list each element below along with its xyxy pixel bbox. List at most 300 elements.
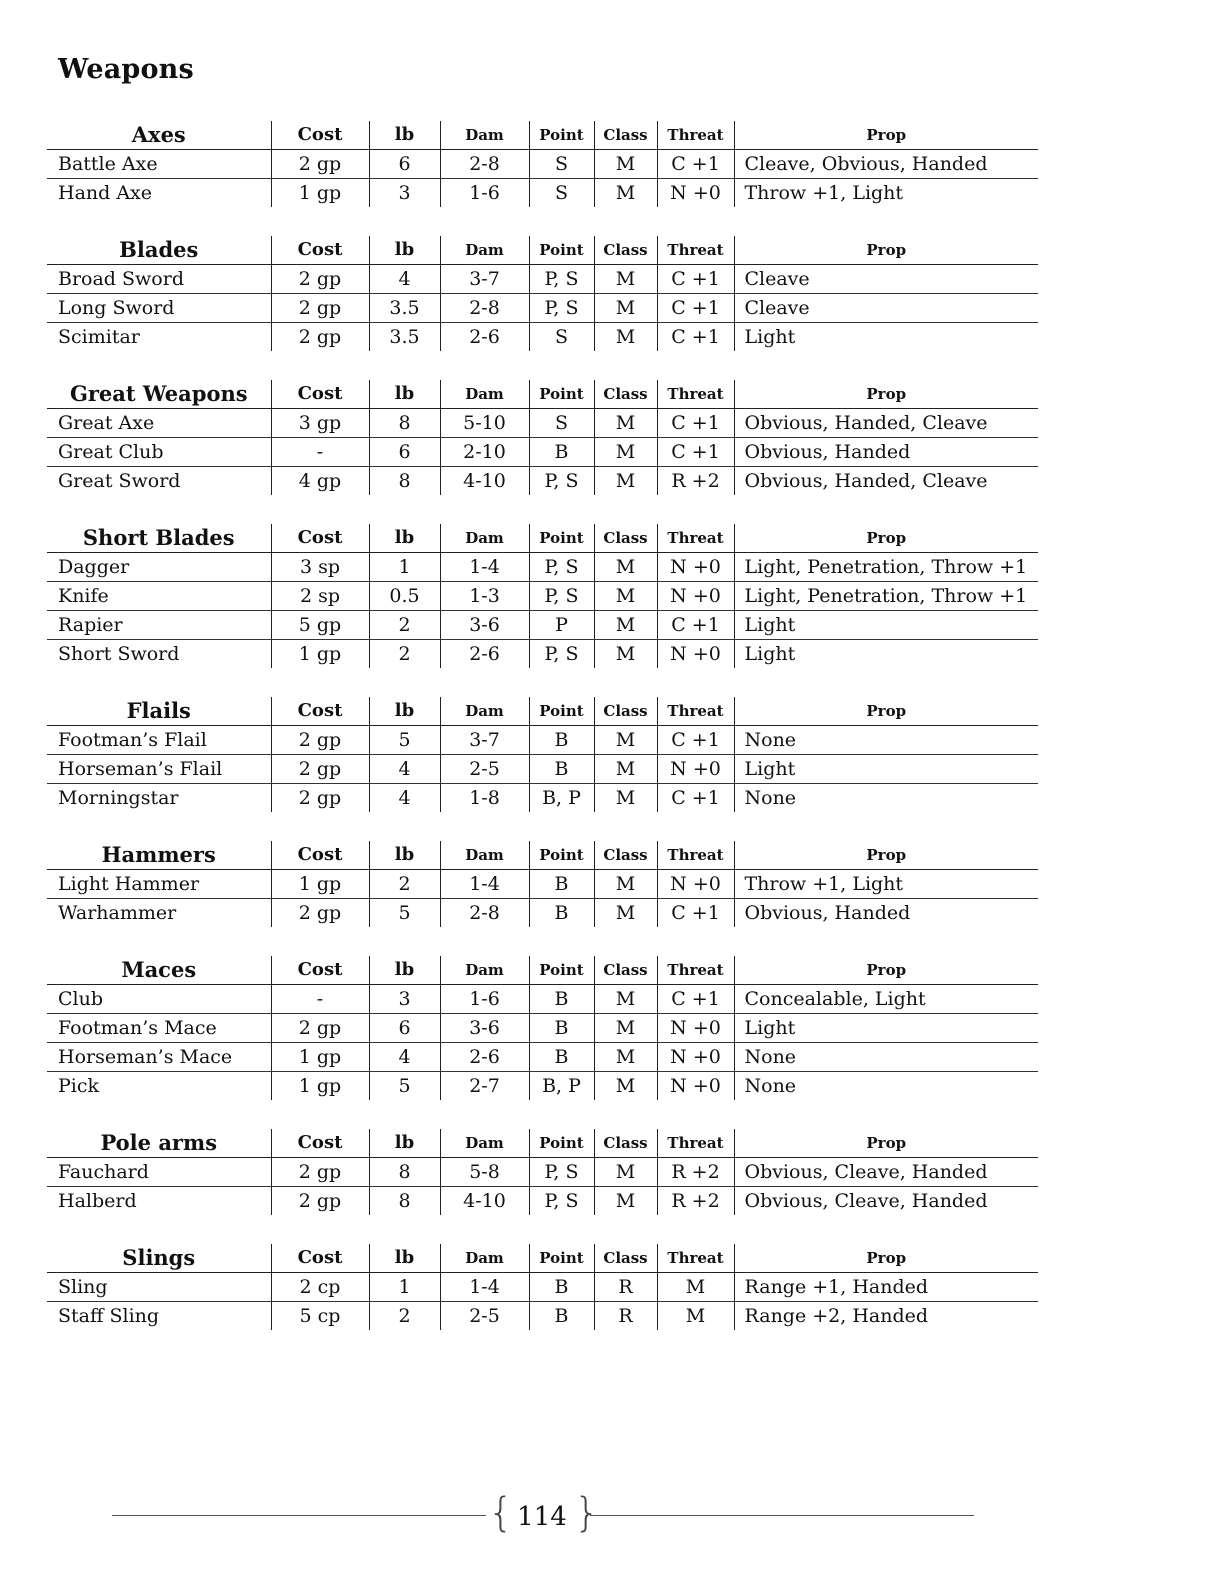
column-header-dam: Dam: [440, 697, 529, 726]
weight-cell: 4: [369, 755, 440, 784]
group-heading: Hammers: [47, 841, 271, 870]
class-cell: M: [594, 150, 657, 179]
cost-cell: 2 gp: [271, 150, 369, 179]
point-cell: P, S: [529, 1187, 594, 1216]
cost-cell: 2 cp: [271, 1273, 369, 1302]
weight-cell: 8: [369, 467, 440, 496]
properties-cell: Obvious, Handed, Cleave: [744, 470, 988, 492]
weapon-table-blades: [47, 236, 1038, 351]
properties-cell: Range +2, Handed: [744, 1305, 929, 1327]
damage-cell: 2-10: [440, 438, 529, 467]
cost-cell: 2 gp: [271, 294, 369, 323]
cost-cell: 3 sp: [271, 553, 369, 582]
table-row: [47, 726, 1038, 755]
column-header-dam: Dam: [440, 121, 529, 150]
point-cell: B: [529, 899, 594, 928]
table-header-row: [47, 1129, 1038, 1158]
weapon-name: Scimitar: [47, 323, 271, 352]
weight-cell: 6: [369, 438, 440, 467]
table-row: [47, 323, 1038, 352]
table-header-row: [47, 524, 1038, 553]
properties-cell: Obvious, Cleave, Handed: [734, 1158, 1038, 1187]
table-row: [47, 1302, 1038, 1331]
point-cell: P, S: [529, 640, 594, 669]
page-number: 114: [517, 1502, 567, 1532]
class-cell: M: [594, 179, 657, 208]
weight-cell: 5: [369, 1072, 440, 1101]
point-cell: P, S: [529, 467, 594, 496]
table-header-row: [47, 121, 1038, 150]
threat-cell: R +2: [657, 1187, 734, 1216]
column-header-dam: Dam: [440, 956, 529, 985]
damage-cell: 4-10: [440, 467, 529, 496]
threat-cell: M: [657, 1302, 734, 1331]
point-cell: B: [529, 438, 594, 467]
cost-cell: -: [271, 438, 369, 467]
weight-cell: 8: [369, 1187, 440, 1216]
column-header-threat: Threat: [657, 236, 734, 265]
threat-cell: C +1: [657, 784, 734, 813]
cost-cell: 2 gp: [271, 899, 369, 928]
weight-cell: 1: [369, 553, 440, 582]
column-header-threat: Threat: [657, 121, 734, 150]
cost-cell: 1 gp: [271, 1043, 369, 1072]
table-row: [47, 1187, 1038, 1216]
column-header-cost: Cost: [271, 956, 369, 985]
properties-cell: Light: [744, 643, 796, 665]
weapon-name: Dagger: [47, 553, 271, 582]
column-header-point: Point: [529, 956, 594, 985]
cost-cell: 1 gp: [271, 179, 369, 208]
table-row: [47, 611, 1038, 640]
column-header-lb: lb: [369, 121, 440, 150]
right-brace-ornament: }: [574, 1490, 600, 1536]
column-header-prop: Prop: [734, 1244, 1038, 1273]
properties-cell: Concealable, Light: [734, 985, 1038, 1014]
weapon-name: Pick: [47, 1072, 271, 1101]
column-header-point: Point: [529, 380, 594, 409]
weapon-name: Footman’s Mace: [47, 1014, 271, 1043]
damage-cell: 5-10: [440, 409, 529, 438]
weight-cell: 2: [369, 640, 440, 669]
cost-cell: 2 gp: [271, 784, 369, 813]
column-header-lb: lb: [369, 380, 440, 409]
cost-cell: 2 sp: [271, 582, 369, 611]
weight-cell: 3: [369, 985, 440, 1014]
threat-cell: C +1: [657, 265, 734, 294]
class-cell: M: [594, 467, 657, 496]
column-header-threat: Threat: [657, 524, 734, 553]
damage-cell: 1-8: [440, 784, 529, 813]
column-header-class: Class: [594, 524, 657, 553]
column-header-threat: Threat: [657, 1244, 734, 1273]
weapon-table-hammers: [47, 841, 1038, 927]
column-header-point: Point: [529, 697, 594, 726]
weapon-name: Club: [47, 985, 271, 1014]
threat-cell: C +1: [657, 899, 734, 928]
group-heading: Short Blades: [47, 524, 271, 553]
damage-cell: 1-6: [440, 179, 529, 208]
group-heading: Flails: [47, 697, 271, 726]
weapon-table-great-weapons: [47, 380, 1038, 495]
column-header-point: Point: [529, 1129, 594, 1158]
weapon-table-maces: [47, 956, 1038, 1100]
table-row: [47, 985, 1038, 1014]
column-header-cost: Cost: [271, 697, 369, 726]
column-header-prop: Prop: [734, 841, 1038, 870]
weapon-name: Short Sword: [47, 640, 271, 669]
column-header-prop: Prop: [734, 380, 1038, 409]
weapon-table-slings: [47, 1244, 1038, 1330]
damage-cell: 3-7: [440, 726, 529, 755]
column-header-prop: Prop: [734, 524, 1038, 553]
damage-cell: 3-6: [440, 1014, 529, 1043]
class-cell: M: [594, 985, 657, 1014]
threat-cell: C +1: [657, 985, 734, 1014]
class-cell: M: [594, 755, 657, 784]
properties-cell: Cleave, Obvious, Handed: [734, 150, 1038, 179]
table-header-row: [47, 380, 1038, 409]
table-row: [47, 582, 1038, 611]
damage-cell: 2-8: [440, 150, 529, 179]
table-header-row: [47, 841, 1038, 870]
damage-cell: 1-4: [440, 1273, 529, 1302]
cost-cell: 2 gp: [271, 755, 369, 784]
damage-cell: 3-7: [440, 265, 529, 294]
properties-cell: Obvious, Handed: [744, 902, 911, 924]
class-cell: M: [594, 611, 657, 640]
damage-cell: 2-7: [440, 1072, 529, 1101]
cost-cell: 1 gp: [271, 1072, 369, 1101]
group-heading: Blades: [47, 236, 271, 265]
properties-cell: None: [744, 787, 797, 809]
damage-cell: 1-6: [440, 985, 529, 1014]
column-header-prop: Prop: [734, 1129, 1038, 1158]
cost-cell: 2 gp: [271, 1014, 369, 1043]
class-cell: M: [594, 1043, 657, 1072]
column-header-point: Point: [529, 524, 594, 553]
table-row: [47, 438, 1038, 467]
threat-cell: N +0: [657, 1072, 734, 1101]
point-cell: S: [529, 150, 594, 179]
damage-cell: 2-8: [440, 294, 529, 323]
weapon-name: Footman’s Flail: [47, 726, 271, 755]
class-cell: M: [594, 870, 657, 899]
group-heading: Pole arms: [47, 1129, 271, 1158]
point-cell: P, S: [529, 294, 594, 323]
damage-cell: 2-6: [440, 323, 529, 352]
threat-cell: C +1: [657, 611, 734, 640]
properties-cell: Light: [734, 1014, 1038, 1043]
point-cell: B: [529, 1273, 594, 1302]
class-cell: M: [594, 409, 657, 438]
cost-cell: 5 gp: [271, 611, 369, 640]
damage-cell: 2-5: [440, 755, 529, 784]
column-header-lb: lb: [369, 1244, 440, 1273]
table-row: [47, 1043, 1038, 1072]
table-row: [47, 467, 1038, 496]
weapon-name: Great Sword: [47, 467, 271, 496]
cost-cell: 2 gp: [271, 726, 369, 755]
column-header-cost: Cost: [271, 841, 369, 870]
damage-cell: 2-6: [440, 1043, 529, 1072]
weapon-name: Broad Sword: [47, 265, 271, 294]
weight-cell: 8: [369, 1158, 440, 1187]
threat-cell: R +2: [657, 467, 734, 496]
class-cell: M: [594, 265, 657, 294]
weapon-name: Great Club: [47, 438, 271, 467]
column-header-dam: Dam: [440, 524, 529, 553]
group-heading: Slings: [47, 1244, 271, 1273]
point-cell: B: [529, 726, 594, 755]
damage-cell: 1-3: [440, 582, 529, 611]
footer-rule-left: [112, 1515, 486, 1516]
weapon-name: Halberd: [47, 1187, 271, 1216]
column-header-prop: Prop: [734, 236, 1038, 265]
page-title: Weapons: [58, 54, 194, 85]
column-header-class: Class: [594, 1244, 657, 1273]
properties-cell: Throw +1, Light: [744, 182, 904, 204]
class-cell: M: [594, 323, 657, 352]
column-header-lb: lb: [369, 956, 440, 985]
weight-cell: 5: [369, 726, 440, 755]
point-cell: B: [529, 1043, 594, 1072]
weapon-name: Rapier: [47, 611, 271, 640]
weapon-name: Great Axe: [47, 409, 271, 438]
column-header-dam: Dam: [440, 380, 529, 409]
weight-cell: 4: [369, 265, 440, 294]
table-row: [47, 553, 1038, 582]
damage-cell: 3-6: [440, 611, 529, 640]
properties-cell: Light: [734, 611, 1038, 640]
properties-cell: Obvious, Handed, Cleave: [734, 409, 1038, 438]
left-brace-ornament: {: [488, 1490, 514, 1536]
weapon-table-short-blades: [47, 524, 1038, 668]
column-header-lb: lb: [369, 524, 440, 553]
weight-cell: 8: [369, 409, 440, 438]
cost-cell: 3 gp: [271, 409, 369, 438]
class-cell: M: [594, 1072, 657, 1101]
column-header-point: Point: [529, 841, 594, 870]
weight-cell: 3.5: [369, 323, 440, 352]
point-cell: B: [529, 870, 594, 899]
cost-cell: 1 gp: [271, 640, 369, 669]
column-header-class: Class: [594, 956, 657, 985]
cost-cell: 2 gp: [271, 1187, 369, 1216]
column-header-prop: Prop: [734, 121, 1038, 150]
table-row: [47, 294, 1038, 323]
column-header-point: Point: [529, 1244, 594, 1273]
table-row: [47, 179, 1038, 208]
weapon-table-axes: [47, 121, 1038, 207]
column-header-lb: lb: [369, 841, 440, 870]
column-header-cost: Cost: [271, 121, 369, 150]
column-header-cost: Cost: [271, 380, 369, 409]
weapon-tables: [47, 121, 1038, 1359]
damage-cell: 2-6: [440, 640, 529, 669]
column-header-lb: lb: [369, 236, 440, 265]
weapon-table-flails: [47, 697, 1038, 812]
properties-cell: Light: [744, 326, 796, 348]
table-row: [47, 755, 1038, 784]
threat-cell: N +0: [657, 179, 734, 208]
threat-cell: C +1: [657, 438, 734, 467]
weight-cell: 4: [369, 1043, 440, 1072]
properties-cell: Range +1, Handed: [734, 1273, 1038, 1302]
weight-cell: 2: [369, 611, 440, 640]
cost-cell: 5 cp: [271, 1302, 369, 1331]
cost-cell: 1 gp: [271, 870, 369, 899]
properties-cell: None: [734, 1043, 1038, 1072]
weight-cell: 3: [369, 179, 440, 208]
class-cell: M: [594, 294, 657, 323]
point-cell: S: [529, 179, 594, 208]
weight-cell: 0.5: [369, 582, 440, 611]
damage-cell: 2-8: [440, 899, 529, 928]
point-cell: B: [529, 1014, 594, 1043]
class-cell: M: [594, 1014, 657, 1043]
damage-cell: 1-4: [440, 553, 529, 582]
class-cell: M: [594, 582, 657, 611]
cost-cell: 2 gp: [271, 1158, 369, 1187]
class-cell: M: [594, 1158, 657, 1187]
cost-cell: 2 gp: [271, 323, 369, 352]
weapon-name: Warhammer: [47, 899, 271, 928]
page-footer: [112, 1490, 974, 1540]
properties-cell: Obvious, Handed: [734, 438, 1038, 467]
weapon-name: Horseman’s Flail: [47, 755, 271, 784]
column-header-threat: Threat: [657, 1129, 734, 1158]
properties-cell: Light, Penetration, Throw +1: [734, 553, 1038, 582]
threat-cell: C +1: [657, 409, 734, 438]
column-header-class: Class: [594, 236, 657, 265]
weapon-table-pole-arms: [47, 1129, 1038, 1215]
class-cell: M: [594, 640, 657, 669]
weight-cell: 2: [369, 870, 440, 899]
class-cell: M: [594, 784, 657, 813]
threat-cell: N +0: [657, 640, 734, 669]
properties-cell: None: [744, 1075, 797, 1097]
point-cell: S: [529, 323, 594, 352]
point-cell: B: [529, 755, 594, 784]
class-cell: M: [594, 1187, 657, 1216]
table-row: [47, 1072, 1038, 1101]
column-header-point: Point: [529, 121, 594, 150]
threat-cell: C +1: [657, 294, 734, 323]
table-row: [47, 265, 1038, 294]
weapon-name: Staff Sling: [47, 1302, 271, 1331]
table-row: [47, 1158, 1038, 1187]
class-cell: M: [594, 438, 657, 467]
column-header-threat: Threat: [657, 956, 734, 985]
class-cell: R: [594, 1273, 657, 1302]
threat-cell: C +1: [657, 726, 734, 755]
group-heading: Great Weapons: [47, 380, 271, 409]
point-cell: P, S: [529, 1158, 594, 1187]
table-header-row: [47, 236, 1038, 265]
cost-cell: 2 gp: [271, 265, 369, 294]
class-cell: M: [594, 553, 657, 582]
weight-cell: 1: [369, 1273, 440, 1302]
weapon-name: Long Sword: [47, 294, 271, 323]
point-cell: B: [529, 1302, 594, 1331]
point-cell: B, P: [529, 1072, 594, 1101]
table-row: [47, 1014, 1038, 1043]
damage-cell: 5-8: [440, 1158, 529, 1187]
threat-cell: C +1: [657, 150, 734, 179]
threat-cell: N +0: [657, 755, 734, 784]
weight-cell: 3.5: [369, 294, 440, 323]
properties-cell: Light: [734, 755, 1038, 784]
cost-cell: 4 gp: [271, 467, 369, 496]
weight-cell: 2: [369, 1302, 440, 1331]
weight-cell: 6: [369, 1014, 440, 1043]
properties-cell: Obvious, Cleave, Handed: [744, 1190, 988, 1212]
threat-cell: N +0: [657, 582, 734, 611]
column-header-class: Class: [594, 380, 657, 409]
column-header-cost: Cost: [271, 524, 369, 553]
column-header-dam: Dam: [440, 841, 529, 870]
table-row: [47, 784, 1038, 813]
weapon-name: Sling: [47, 1273, 271, 1302]
column-header-prop: Prop: [734, 956, 1038, 985]
point-cell: B, P: [529, 784, 594, 813]
properties-cell: Throw +1, Light: [734, 870, 1038, 899]
weapon-name: Fauchard: [47, 1158, 271, 1187]
threat-cell: N +0: [657, 870, 734, 899]
weight-cell: 6: [369, 150, 440, 179]
properties-cell: Cleave: [734, 294, 1038, 323]
point-cell: P, S: [529, 553, 594, 582]
column-header-lb: lb: [369, 697, 440, 726]
weapon-name: Hand Axe: [47, 179, 271, 208]
group-heading: Axes: [47, 121, 271, 150]
weapon-name: Battle Axe: [47, 150, 271, 179]
weapon-name: Light Hammer: [47, 870, 271, 899]
column-header-class: Class: [594, 697, 657, 726]
cost-cell: -: [271, 985, 369, 1014]
table-row: [47, 870, 1038, 899]
threat-cell: R +2: [657, 1158, 734, 1187]
point-cell: S: [529, 409, 594, 438]
properties-cell: Cleave: [734, 265, 1038, 294]
damage-cell: 1-4: [440, 870, 529, 899]
column-header-cost: Cost: [271, 236, 369, 265]
threat-cell: N +0: [657, 1043, 734, 1072]
threat-cell: N +0: [657, 553, 734, 582]
table-header-row: [47, 697, 1038, 726]
threat-cell: N +0: [657, 1014, 734, 1043]
table-row: [47, 409, 1038, 438]
weight-cell: 5: [369, 899, 440, 928]
column-header-lb: lb: [369, 1129, 440, 1158]
properties-cell: Light, Penetration, Throw +1: [734, 582, 1038, 611]
column-header-threat: Threat: [657, 841, 734, 870]
column-header-point: Point: [529, 236, 594, 265]
class-cell: R: [594, 1302, 657, 1331]
column-header-class: Class: [594, 121, 657, 150]
damage-cell: 2-5: [440, 1302, 529, 1331]
table-row: [47, 640, 1038, 669]
column-header-dam: Dam: [440, 1244, 529, 1273]
column-header-threat: Threat: [657, 697, 734, 726]
weight-cell: 4: [369, 784, 440, 813]
threat-cell: C +1: [657, 323, 734, 352]
column-header-prop: Prop: [734, 697, 1038, 726]
column-header-dam: Dam: [440, 236, 529, 265]
point-cell: P: [529, 611, 594, 640]
column-header-class: Class: [594, 1129, 657, 1158]
